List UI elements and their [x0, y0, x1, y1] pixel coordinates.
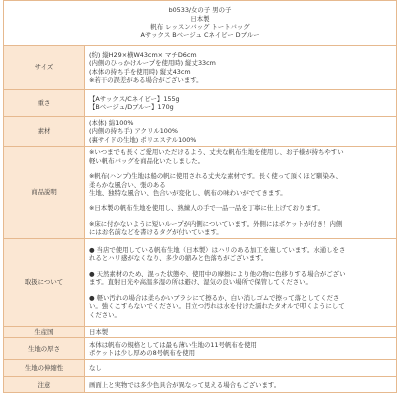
stretch-value: なし — [85, 360, 397, 377]
size-label: サイズ — [4, 46, 85, 90]
material-value — [85, 117, 397, 147]
notes-label: 取扱について — [4, 239, 85, 327]
notes-p1-l2: れるとハリ感がなくなり、多少の縮みと色落ちがございます。 — [89, 254, 268, 263]
thickness-row — [4, 338, 397, 360]
description-value — [85, 147, 397, 239]
material-back-side: (裏サイドの生地) ポリエステル100% — [89, 135, 197, 144]
notes-row — [4, 239, 397, 327]
description-p4-l2: にはお名前などを書けるタグが付いています。 — [89, 228, 223, 237]
notes-p2-l1: ● 天然素材のため、混った状態や、使用中の摩擦により他の物に色移りする場合がござい — [89, 269, 346, 278]
notes-value — [85, 239, 397, 327]
description-p1-l1: ※いつまでも長くご愛用いただけるよう、丈夫な帆布生地を使用し、お子様が持ちやすい — [89, 148, 344, 157]
notes-p3-l1: ● 軽い汚れの場合は柔らかいブラシにて擦るか、白い消しゴムで擦って落としてくださ — [89, 293, 340, 302]
size-value — [85, 46, 397, 90]
material-row — [4, 117, 397, 147]
caution-row — [4, 377, 397, 393]
thickness-body: 本体は帆布の規格としては最も薄い生地の11号帆布を使用 — [89, 340, 257, 349]
material-label: 素材 — [4, 117, 85, 147]
description-p2-l1: ※帆布(ハンプ)生地は船の帆に使用される丈夫な素材です。長く使って頂くほど馴染み、 — [89, 172, 343, 181]
product-title-cell — [4, 1, 397, 46]
description-row — [4, 147, 397, 239]
product-spec-sheet — [3, 0, 397, 400]
thickness-value — [85, 338, 397, 360]
description-label: 商品説明 — [4, 147, 85, 239]
caution-value — [85, 377, 397, 393]
notes-p2-l2: ます。直射日光や高温多湿の所は避け、湿気の良い場所で保管してください。 — [89, 278, 312, 287]
spec-table — [3, 0, 397, 393]
origin-value: 日本製 — [85, 327, 397, 338]
description-p3-l1: ※日本製の帆布生地を使用し、熟練人の手で一品一品を丁寧に仕上げております。 — [89, 204, 324, 213]
thickness-label: 生地の厚さ — [4, 338, 85, 360]
stretch-label: 生地の伸縮性 — [4, 360, 85, 377]
size-row — [4, 46, 397, 90]
weight-value — [85, 90, 397, 117]
header-row — [4, 1, 397, 46]
thickness-pocket: ポケットは少し厚めの8号帆布を使用 — [89, 348, 195, 357]
stretch-row — [4, 360, 397, 377]
material-inner-handle: (内側の持ち手) アクリル100% — [89, 127, 179, 136]
product-name-line: 帆布 レッスンバッグ トートバッグ — [150, 23, 250, 31]
weight-label: 重さ — [4, 90, 85, 117]
color-options-line: Aサックス Bベージュ Cネイビー Dブルー — [140, 31, 260, 40]
material-body: (本体) 綿100% — [89, 118, 134, 127]
description-p1-l2: 軽い帆布バッグを商品化いたしました。 — [89, 156, 205, 165]
size-dimensions: (約) 縦H29×横W43cm× マチD6cm — [89, 50, 197, 59]
notes-p1-l1: ● 当店で使用している帆布生地（日本製）はハリのある加工を施しています。水通しをさ — [89, 245, 346, 254]
weight-b-d: 【Bベージュ/Dブルー】170g — [89, 103, 174, 111]
origin-row — [4, 327, 397, 338]
weight-a-c: 【Aサックス/Cネイビー】155g — [89, 94, 180, 103]
notes-p3-l2: い。強くこすらないでください。目立つ汚れは水を付けた濡れたタオルで叩くようにして — [89, 302, 345, 311]
description-p2-l3: 生地、独特な風合い、色合いが変化し、帆布の味わいがでてきます。 — [89, 189, 287, 197]
description-p2-l2: 柔らかな風合い、張のある — [89, 180, 166, 189]
size-handle-length: (本体の持ち手を使用時) 縦丈43cm — [89, 67, 191, 76]
size-loop-length: (内側のひっかけループを使用時) 縦丈33cm — [89, 59, 216, 68]
made-in-line: 日本製 — [190, 14, 210, 23]
caution-label: 注意 — [4, 377, 85, 393]
weight-row — [4, 90, 397, 117]
notes-p3-l3: ください。 — [89, 310, 121, 319]
description-p4-l1: ※床に付かないように短いループが内側についています。外側にはポケットが付き！内側 — [89, 219, 343, 228]
size-tolerance-note: ※若干の誤差がある場合がございます。 — [89, 75, 203, 84]
caution-text: 画面上と実物では多少色具合が異なって見える場合もございます。 — [89, 380, 281, 389]
product-code-line: b0533/女の子 男の子 — [168, 6, 232, 15]
origin-label: 生産国 — [4, 327, 85, 338]
